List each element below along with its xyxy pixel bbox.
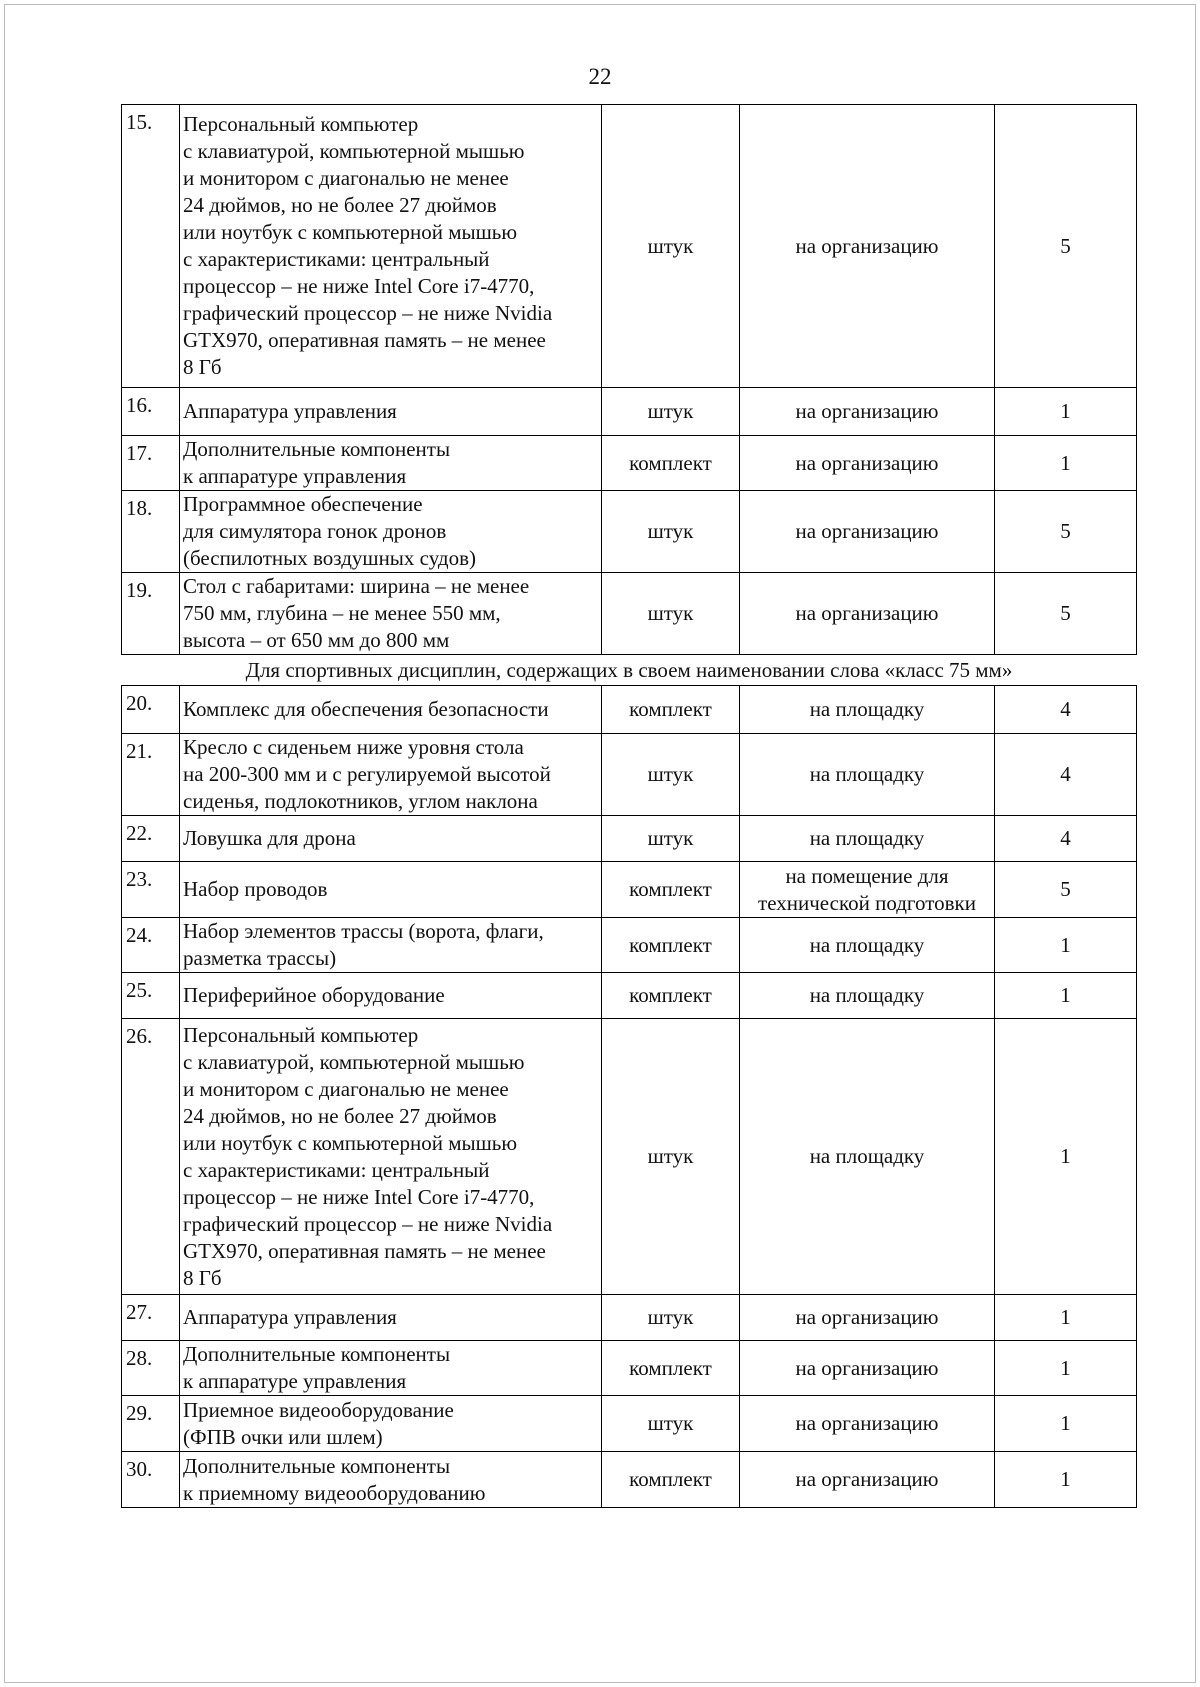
quantity: 1 — [995, 1295, 1137, 1341]
calculation-basis: на организацию — [740, 1452, 995, 1508]
item-name: Дополнительные компоненты к аппаратуре управления — [180, 1341, 602, 1396]
table-row — [122, 388, 1137, 436]
table-row — [122, 816, 1137, 862]
calculation-basis: на площадку — [740, 973, 995, 1019]
table-row — [122, 1019, 1137, 1295]
quantity: 4 — [995, 686, 1137, 734]
quantity: 1 — [995, 1452, 1137, 1508]
unit-of-measure: штук — [602, 734, 740, 816]
calculation-basis: на организацию — [740, 388, 995, 436]
row-number: 21. — [122, 734, 180, 816]
item-name: Аппаратура управления — [180, 388, 602, 436]
item-name: Кресло с сиденьем ниже уровня стола на 200-300 мм и с регулируемой высотой сиденья, подлокотников, углом наклона — [180, 734, 602, 816]
quantity: 4 — [995, 734, 1137, 816]
item-name: Дополнительные компоненты к приемному видеооборудованию — [180, 1452, 602, 1508]
quantity: 5 — [995, 105, 1137, 388]
calculation-basis: на организацию — [740, 436, 995, 491]
equipment-table-body — [122, 105, 1137, 1508]
table-row — [122, 436, 1137, 491]
item-name: Набор проводов — [180, 862, 602, 918]
item-name: Персональный компьютер с клавиатурой, компьютерной мышью и монитором с диагональю не менее 24 дюймов, но не более 27 дюймов или ноутбук с компьютерной мышью с характеристиками: центральный процессор – не ниже Intel Core i7-4770, графический процессор – не ниже Nvidia GTX970, оперативная память – не менее 8 Гб — [180, 1019, 602, 1295]
item-name: Персональный компьютер с клавиатурой, компьютерной мышью и монитором с диагональю не менее 24 дюймов, но не более 27 дюймов или ноутбук с компьютерной мышью с характеристиками: центральный процессор – не ниже Intel Core i7-4770, графический процессор – не ниже Nvidia GTX970, оперативная память – не менее 8 Гб — [180, 105, 602, 388]
table-row — [122, 862, 1137, 918]
quantity: 5 — [995, 491, 1137, 573]
quantity: 1 — [995, 973, 1137, 1019]
calculation-basis: на помещение для технической подготовки — [740, 862, 995, 918]
unit-of-measure: комплект — [602, 1341, 740, 1396]
calculation-basis: на площадку — [740, 1019, 995, 1295]
calculation-basis: на организацию — [740, 1341, 995, 1396]
table-row — [122, 1452, 1137, 1508]
table-row — [122, 918, 1137, 973]
item-name: Комплекс для обеспечения безопасности — [180, 686, 602, 734]
row-number: 19. — [122, 573, 180, 655]
table-row — [122, 1295, 1137, 1341]
unit-of-measure: штук — [602, 573, 740, 655]
row-number: 24. — [122, 918, 180, 973]
unit-of-measure: штук — [602, 1019, 740, 1295]
table-row — [122, 734, 1137, 816]
row-number: 28. — [122, 1341, 180, 1396]
row-number: 25. — [122, 973, 180, 1019]
unit-of-measure: штук — [602, 388, 740, 436]
table-row — [122, 1396, 1137, 1452]
quantity: 1 — [995, 1341, 1137, 1396]
calculation-basis: на площадку — [740, 734, 995, 816]
calculation-basis: на площадку — [740, 918, 995, 973]
unit-of-measure: комплект — [602, 686, 740, 734]
quantity: 1 — [995, 436, 1137, 491]
unit-of-measure: штук — [602, 1396, 740, 1452]
quantity: 4 — [995, 816, 1137, 862]
item-name: Набор элементов трассы (ворота, флаги, разметка трассы) — [180, 918, 602, 973]
row-number: 17. — [122, 436, 180, 491]
item-name: Дополнительные компоненты к аппаратуре управления — [180, 436, 602, 491]
section-header: Для спортивных дисциплин, содержащих в своем наименовании слова «класс 75 мм» — [122, 655, 1137, 686]
calculation-basis: на организацию — [740, 1295, 995, 1341]
row-number: 30. — [122, 1452, 180, 1508]
item-name: Приемное видеооборудование (ФПВ очки или шлем) — [180, 1396, 602, 1452]
item-name: Программное обеспечение для симулятора гонок дронов (беспилотных воздушных судов) — [180, 491, 602, 573]
item-name: Периферийное оборудование — [180, 973, 602, 1019]
section-header-row — [122, 655, 1137, 686]
table-row — [122, 1341, 1137, 1396]
table-row — [122, 105, 1137, 388]
row-number: 26. — [122, 1019, 180, 1295]
page-number: 22 — [588, 64, 612, 89]
unit-of-measure: комплект — [602, 1452, 740, 1508]
unit-of-measure: комплект — [602, 973, 740, 1019]
calculation-basis: на площадку — [740, 816, 995, 862]
equipment-table — [121, 104, 1137, 1508]
row-number: 16. — [122, 388, 180, 436]
row-number: 23. — [122, 862, 180, 918]
calculation-basis: на площадку — [740, 686, 995, 734]
quantity: 5 — [995, 573, 1137, 655]
table-row — [122, 686, 1137, 734]
table-row — [122, 491, 1137, 573]
calculation-basis: на организацию — [740, 105, 995, 388]
unit-of-measure: комплект — [602, 918, 740, 973]
table-row — [122, 573, 1137, 655]
quantity: 1 — [995, 918, 1137, 973]
quantity: 1 — [995, 1396, 1137, 1452]
unit-of-measure: штук — [602, 491, 740, 573]
unit-of-measure: штук — [602, 105, 740, 388]
item-name: Стол с габаритами: ширина – не менее 750 мм, глубина – не менее 550 мм, высота – от 650 мм до 800 мм — [180, 573, 602, 655]
calculation-basis: на организацию — [740, 573, 995, 655]
calculation-basis: на организацию — [740, 1396, 995, 1452]
unit-of-measure: комплект — [602, 436, 740, 491]
item-name: Ловушка для дрона — [180, 816, 602, 862]
calculation-basis: на организацию — [740, 491, 995, 573]
quantity: 1 — [995, 1019, 1137, 1295]
row-number: 22. — [122, 816, 180, 862]
unit-of-measure: штук — [602, 816, 740, 862]
quantity: 5 — [995, 862, 1137, 918]
row-number: 18. — [122, 491, 180, 573]
row-number: 20. — [122, 686, 180, 734]
row-number: 29. — [122, 1396, 180, 1452]
row-number: 27. — [122, 1295, 180, 1341]
row-number: 15. — [122, 105, 180, 388]
quantity: 1 — [995, 388, 1137, 436]
table-row — [122, 973, 1137, 1019]
unit-of-measure: комплект — [602, 862, 740, 918]
unit-of-measure: штук — [602, 1295, 740, 1341]
item-name: Аппаратура управления — [180, 1295, 602, 1341]
